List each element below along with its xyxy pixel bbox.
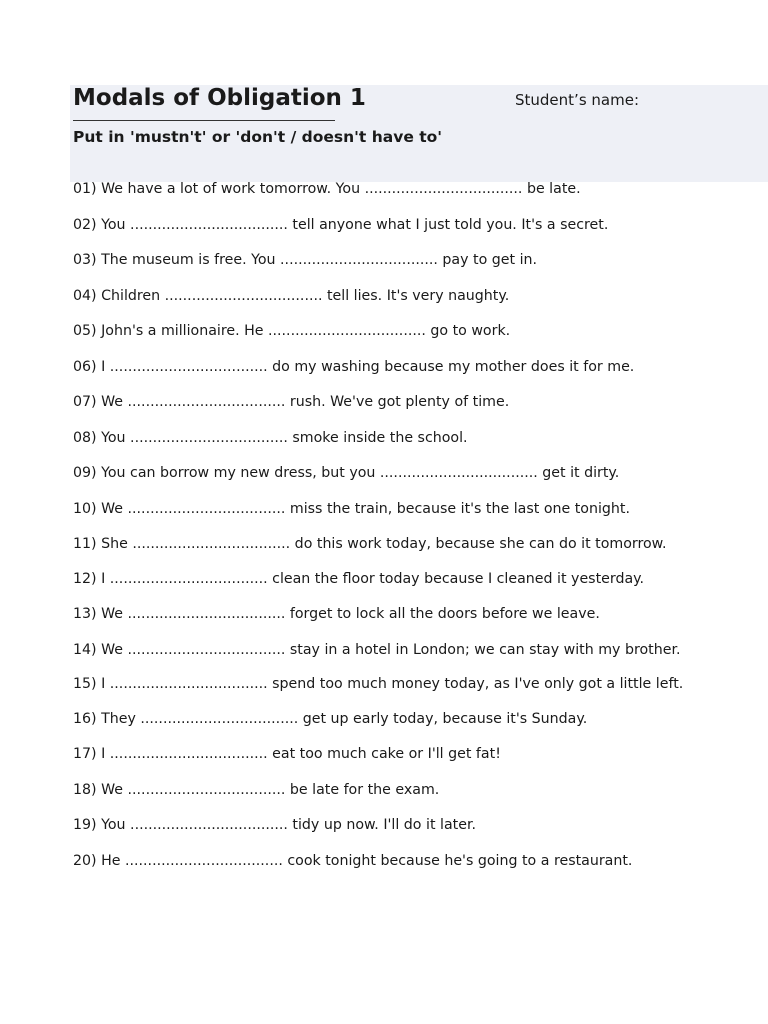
question-17: 17) I ................................... eat too much cake or I'll get fat! (73, 746, 501, 762)
question-03: 03) The museum is free. You ................................... pay to get in. (73, 252, 538, 268)
question-04: 04) Children ................................... tell lies. It's very naughty. (73, 287, 510, 304)
student-name-line (73, 120, 335, 121)
question-06: 06) I ................................... do my washing because my mother does it for me. (73, 358, 635, 375)
question-09: 09) You can borrow my new dress, but you ................................... get it dirty. (73, 465, 620, 481)
question-13: 13) We ................................... forget to lock all the doors before we leave. (73, 606, 600, 622)
question-01: 01) We have a lot of work tomorrow. You ................................... be late. (73, 181, 581, 197)
question-02: 02) You ................................... tell anyone what I just told you. It's a secret. (73, 216, 609, 233)
question-05: 05) John's a millionaire. He ................................... go to work. (73, 323, 511, 339)
question-15: 15) I ................................... spend too much money today, as I've only got a little left. (73, 676, 684, 692)
question-07: 07) We ................................... rush. We've got plenty of time. (73, 394, 510, 410)
question-16: 16) They ................................... get up early today, because it's Sunday. (73, 710, 588, 727)
question-18: 18) We ................................... be late for the exam. (73, 781, 440, 798)
worksheet-title: Modals of Obligation 1 (73, 85, 366, 111)
instruction-text: Put in 'mustn't' or 'don't / doesn't have to' (73, 128, 443, 146)
question-08: 08) You ................................... smoke inside the school. (73, 429, 468, 446)
student-name-label: Student’s name: (515, 91, 639, 109)
question-list (73, 181, 723, 888)
question-10: 10) We ................................... miss the train, because it's the last one tonight. (73, 500, 630, 517)
question-11: 11) She ................................... do this work today, because she can do it tomorrow. (73, 536, 667, 552)
question-19: 19) You ................................... tidy up now. I'll do it later. (73, 817, 476, 833)
question-14: 14) We ................................... stay in a hotel in London; we can stay with my brother. (73, 641, 681, 658)
question-12: 12) I ................................... clean the floor today because I cleaned it yesterday. (73, 570, 645, 587)
question-20: 20) He ................................... cook tonight because he's going to a restaurant. (73, 852, 633, 869)
